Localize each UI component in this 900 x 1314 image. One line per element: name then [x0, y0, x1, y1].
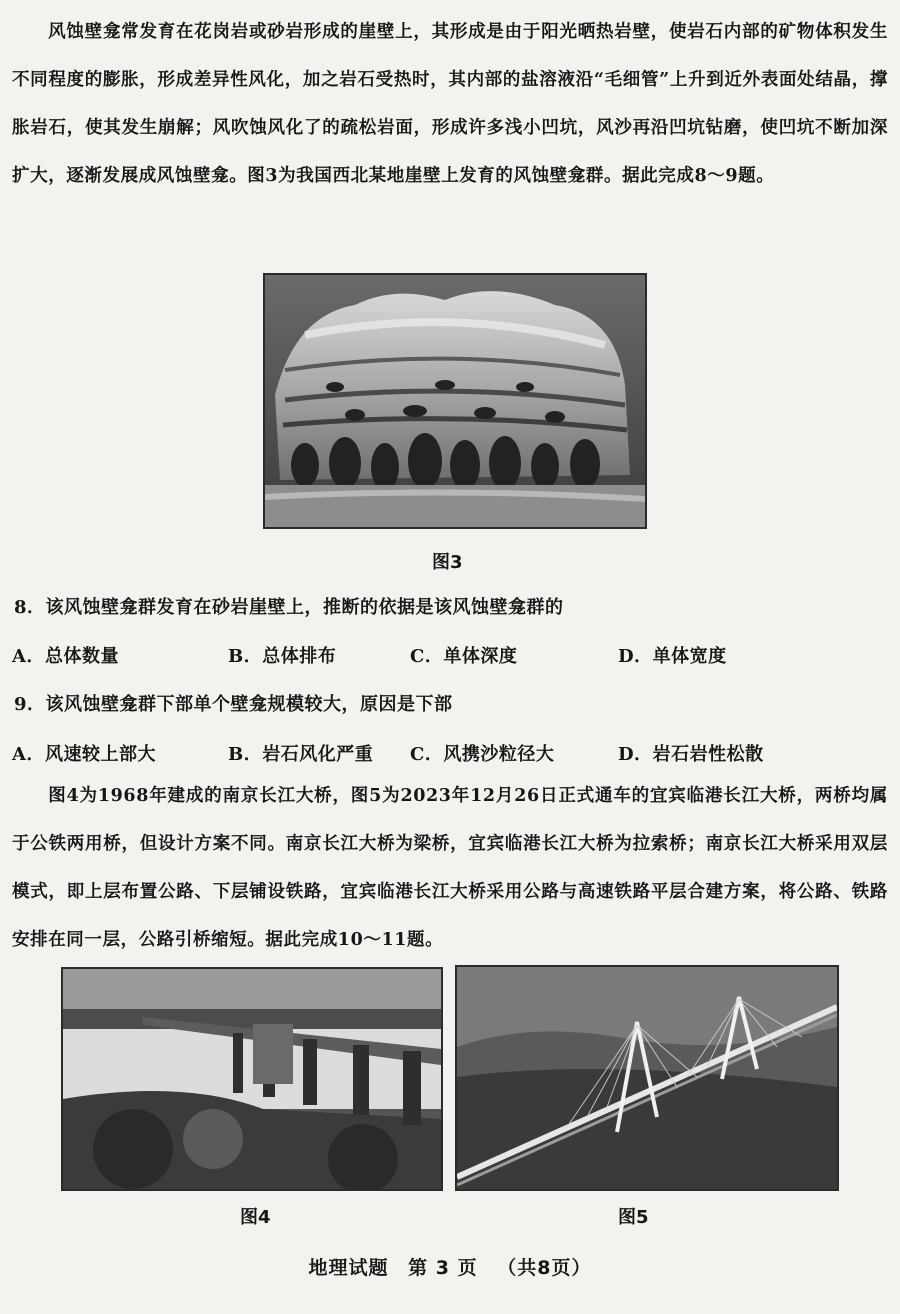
yibin-lingang-bridge-image — [457, 967, 837, 1189]
q8-option-b: B．总体排布 — [228, 646, 337, 667]
q9-option-a: A．风速较上部大 — [12, 744, 156, 765]
q8-option-c: C．单体深度 — [410, 646, 518, 667]
q9-option-b: B．岩石风化严重 — [228, 744, 374, 765]
intro-paragraph-wind-erosion — [12, 8, 888, 200]
q9-option-c: C．风携沙粒径大 — [410, 744, 555, 765]
question-9-stem: 9．该风蚀壁龛群下部单个壁龛规模较大，原因是下部 — [14, 694, 453, 715]
footer-subject: 地理试题 — [308, 1257, 389, 1279]
figure-3-caption: 图3 — [432, 552, 463, 573]
footer-total-pages: （共8页） — [497, 1257, 592, 1279]
q8-option-a: A．总体数量 — [12, 646, 119, 667]
footer-page-number: 第 3 页 — [408, 1257, 478, 1279]
figure-4-caption: 图4 — [240, 1207, 271, 1228]
figure-4-photo — [61, 967, 443, 1191]
figure-3-photo — [263, 273, 647, 529]
q9-option-d: D．岩石岩性松散 — [618, 744, 764, 765]
figure-5-photo — [455, 965, 839, 1191]
q8-option-d: D．单体宽度 — [618, 646, 727, 667]
intro-paragraph-bridges — [12, 772, 888, 964]
intro-text: 风蚀壁龛常发育在花岗岩或砂岩形成的崖壁上，其形成是由于阳光晒热岩壁，使岩石内部的矿物体积发生不同程度的膨胀，形成差异性风化，加之岩石受热时，其内部的盐溶液沿“毛细管”上升到近外表面处结晶，撑胀岩石，使其发生崩解；风吹蚀风化了的疏松岩面，形成许多浅小凹坑，风沙再沿凹坑钻磨，使凹坑不断加深扩大，逐渐发展成风蚀壁龛。图3为我国西北某地崖壁上发育的风蚀壁龛群。据此完成8～9题。 — [12, 22, 888, 186]
question-8-stem: 8．该风蚀壁龛群发育在砂岩崖壁上，推断的依据是该风蚀壁龛群的 — [14, 597, 564, 618]
page-footer — [0, 1253, 900, 1280]
figure-5-caption: 图5 — [618, 1207, 649, 1228]
nanjing-bridge-image — [63, 969, 441, 1189]
intro-text: 图4为1968年建成的南京长江大桥，图5为2023年12月26日正式通车的宜宾临港长江大桥，两桥均属于公铁两用桥，但设计方案不同。南京长江大桥为梁桥，宜宾临港长江大桥为拉索桥；南京长江大桥采用双层模式，即上层布置公路、下层铺设铁路，宜宾临港长江大桥采用公路与高速铁路平层合建方案，将公路、铁路安排在同一层，公路引桥缩短。据此完成10～11题。 — [12, 786, 888, 950]
wind-niche-cliff-image — [265, 275, 645, 527]
